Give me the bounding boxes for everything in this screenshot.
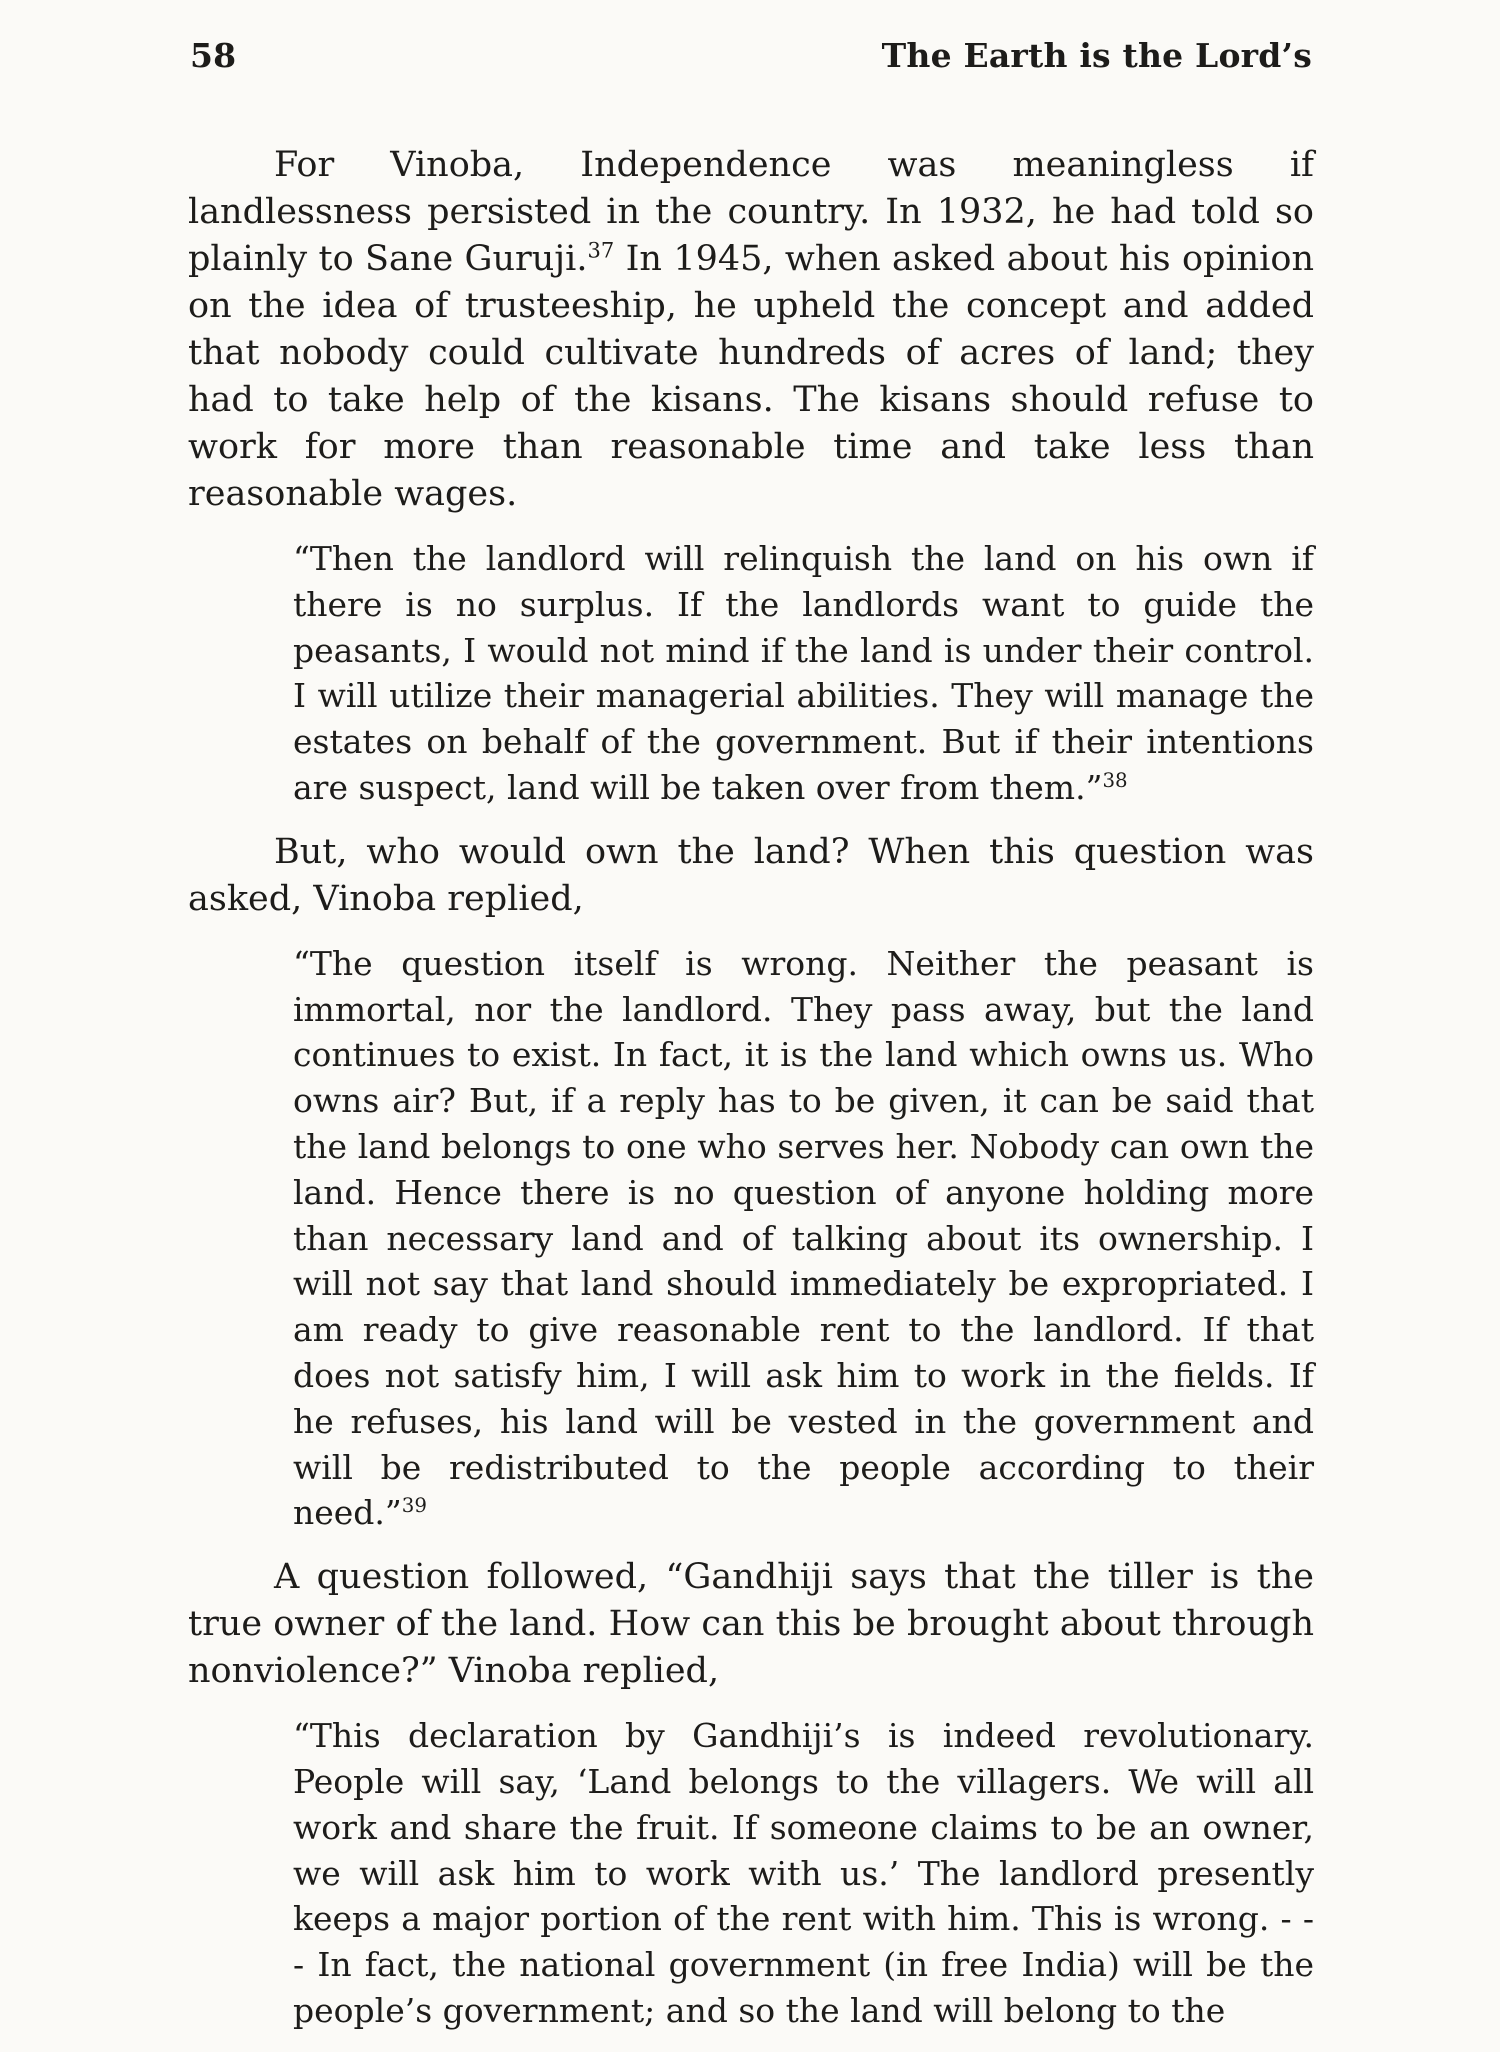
paragraph-1-text-b: In 1945, when asked about his opinion on the idea of trusteeship, he upheld the concept and added that nobody could cultivate hundreds of acres of land; they had to take help of the kisans. The kisans should refuse to work for more than reasonable time and take less than reasonable wages. — [188, 239, 1314, 514]
page-body — [188, 142, 1314, 2052]
footnote-ref-39: 39 — [401, 1494, 427, 1518]
block-quote-2 — [293, 941, 1314, 1536]
block-quote-2-text: “The question itself is wrong. Neither the peasant is immortal, nor the landlord. They pass away, but the land continues to exist. In fact, it is the land which owns us. Who owns air? But, if a reply has to be given, it can be said that the land belongs to one who serves her. Nobody can own the land. Hence there is no question of anyone holding more than necessary land and of talking about its ownership. I will not say that land should immediately be expropriated. I am ready to give reasonable rent to the landlord. If that does not satisfy him, I will ask him to work in the fields. If he refuses, his land will be vested in the government and will be redistributed to the people according to their need.” — [293, 943, 1314, 1533]
paragraph-3: A question followed, “Gandhiji says that the tiller is the true owner of the land. How can this be brought about through nonviolence?” Vinoba replied, — [188, 1557, 1314, 1692]
footnote-ref-37: 37 — [587, 238, 615, 263]
running-title: The Earth is the Lord’s — [881, 36, 1312, 75]
block-quote-3: “This declaration by Gandhiji’s is indeed revolutionary. People will say, ‘Land belongs to the villagers. We will all work and share the fruit. If someone claims to be an owner, we will ask him to work with us.’ The landlord presently keeps a major portion of the rent with him. This is wrong. - - - In fact, the national government (in free India) will be the people’s government; and so the land will belong to the — [293, 1716, 1314, 2030]
block-quote-1 — [293, 536, 1314, 811]
paragraph-1-text-a: For Vinoba, Independence was meaningless if landlessness persisted in the country. In 1932, he had told so plainly to Sane Guruji. — [188, 145, 1314, 279]
paragraph-1 — [188, 142, 1314, 518]
paragraph-2: But, who would own the land? When this question was asked, Vinoba replied, — [188, 831, 1314, 919]
footnote-ref-38: 38 — [1102, 768, 1128, 792]
block-quote-1-text: “Then the landlord will relinquish the land on his own if there is no surplus. If the landlords want to guide the peasants, I would not mind if the land is under their control. I will utilize their managerial abilities. They will manage the estates on behalf of the government. But if their intentions are suspect, land will be taken over from them.” — [293, 539, 1314, 807]
page-number: 58 — [190, 36, 237, 75]
running-header — [190, 36, 1312, 75]
